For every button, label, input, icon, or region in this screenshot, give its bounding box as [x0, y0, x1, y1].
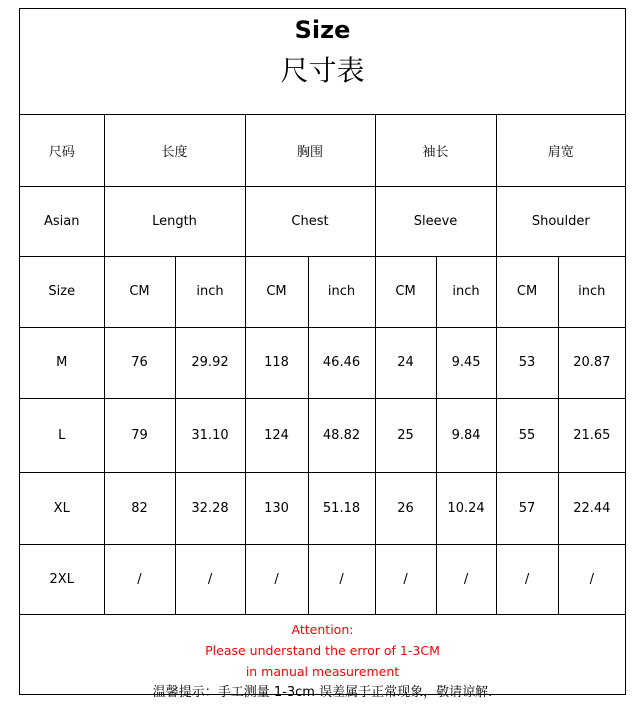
unit-shoulder-inch: inch [558, 256, 625, 327]
table-cell: / [245, 544, 308, 614]
unit-chest-cm: CM [245, 256, 308, 327]
unit-length-inch: inch [175, 256, 245, 327]
unit-row [20, 256, 625, 327]
table-cell: / [375, 544, 436, 614]
table-cell: 82 [104, 472, 175, 544]
header-size-zh: 尺码 [20, 115, 104, 186]
note-chinese-tip: 温馨提示：手工测量 1-3cm 误差属于正常现象，敬请谅解. [152, 685, 493, 700]
table-cell: 24 [375, 327, 436, 398]
size-label: M [20, 327, 104, 398]
note-attention: Attention: [291, 622, 354, 637]
measurement-note [20, 614, 625, 700]
table-cell: 20.87 [558, 327, 625, 398]
size-table [20, 115, 625, 615]
header-row-chinese [20, 115, 625, 186]
header-shoulder-en: Shoulder [496, 186, 625, 256]
size-label: L [20, 398, 104, 472]
header-length-en: Length [104, 186, 245, 256]
unit-shoulder-cm: CM [496, 256, 558, 327]
table-cell: 48.82 [308, 398, 375, 472]
table-cell: / [436, 544, 496, 614]
table-cell: 9.45 [436, 327, 496, 398]
table-cell: 79 [104, 398, 175, 472]
unit-sleeve-cm: CM [375, 256, 436, 327]
unit-length-cm: CM [104, 256, 175, 327]
table-cell: 32.28 [175, 472, 245, 544]
table-cell: 118 [245, 327, 308, 398]
table-cell: 29.92 [175, 327, 245, 398]
table-cell: 9.84 [436, 398, 496, 472]
table-cell: / [175, 544, 245, 614]
unit-size-label: Size [20, 256, 104, 327]
table-cell: 57 [496, 472, 558, 544]
table-row [20, 544, 625, 614]
table-cell: 76 [104, 327, 175, 398]
header-chest-zh: 胸围 [245, 115, 375, 186]
header-shoulder-zh: 肩宽 [496, 115, 625, 186]
header-size-en: Asian [20, 186, 104, 256]
table-cell: 46.46 [308, 327, 375, 398]
note-error-range: Please understand the error of 1-3CM [205, 643, 440, 658]
title-chinese: 尺寸表 [280, 54, 365, 87]
title-block [20, 9, 625, 115]
table-cell: 124 [245, 398, 308, 472]
header-sleeve-zh: 袖长 [375, 115, 496, 186]
title-english: Size [294, 16, 351, 44]
table-cell: 25 [375, 398, 436, 472]
header-length-zh: 长度 [104, 115, 245, 186]
unit-sleeve-inch: inch [436, 256, 496, 327]
table-cell: 130 [245, 472, 308, 544]
table-cell: / [308, 544, 375, 614]
table-cell: 10.24 [436, 472, 496, 544]
table-cell: / [558, 544, 625, 614]
table-row [20, 472, 625, 544]
header-chest-en: Chest [245, 186, 375, 256]
unit-chest-inch: inch [308, 256, 375, 327]
table-row [20, 327, 625, 398]
table-cell: 53 [496, 327, 558, 398]
table-cell: / [104, 544, 175, 614]
table-cell: 31.10 [175, 398, 245, 472]
table-cell: / [496, 544, 558, 614]
table-cell: 55 [496, 398, 558, 472]
table-cell: 26 [375, 472, 436, 544]
size-label: 2XL [20, 544, 104, 614]
size-chart [19, 8, 626, 700]
header-row-english [20, 186, 625, 256]
table-cell: 22.44 [558, 472, 625, 544]
table-row [20, 398, 625, 472]
table-cell: 21.65 [558, 398, 625, 472]
header-sleeve-en: Sleeve [375, 186, 496, 256]
table-cell: 51.18 [308, 472, 375, 544]
size-label: XL [20, 472, 104, 544]
note-manual-measurement: in manual measurement [245, 664, 400, 679]
